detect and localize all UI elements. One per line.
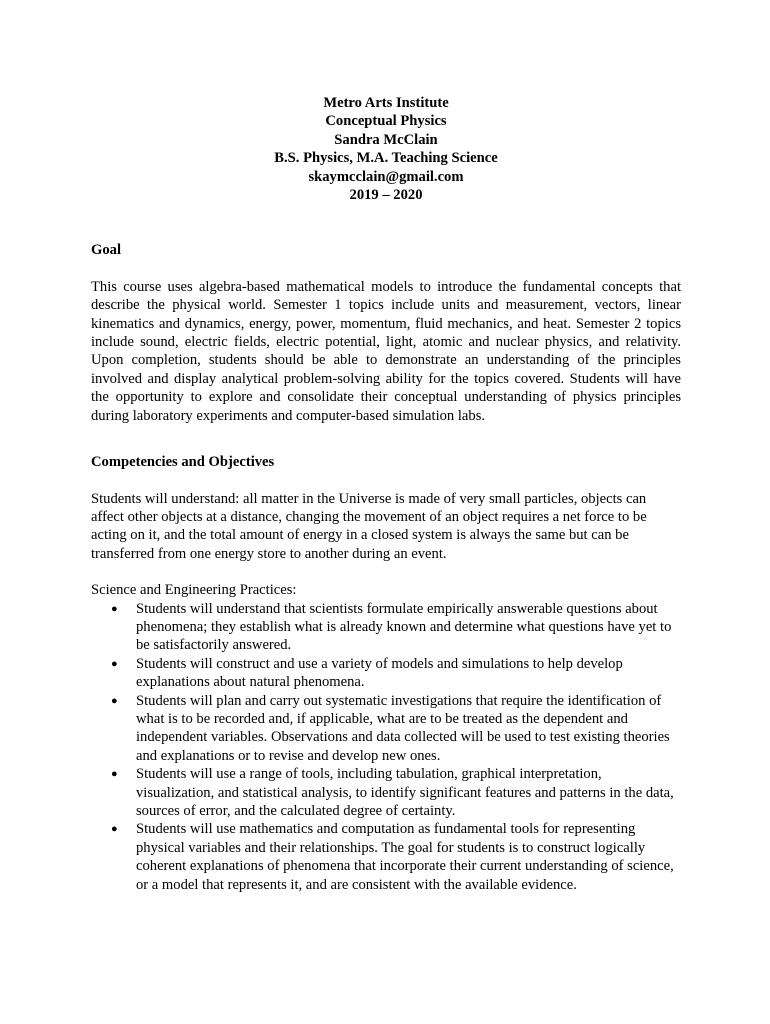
list-item-text: Students will understand that scientists formulate empirically answerable questions about phenomena; they establish what is already known and determine what questions have yet to be satisfactorily answered. — [136, 600, 672, 654]
course-title: Conceptual Physics — [325, 113, 447, 130]
list-item-text: Students will use mathematics and computation as fundamental tools for representing physical variables and their relationships. The goal for students is to construct logically coherent explanations of phenomena that incorporate their current understanding of science, or a model that represents it, and are consistent with the available evidence. — [136, 821, 674, 893]
practices-list — [91, 600, 681, 895]
bullet-icon: ● — [111, 602, 118, 615]
list-item — [91, 655, 681, 692]
teacher-degrees: B.S. Physics, M.A. Teaching Science — [274, 150, 498, 167]
list-item — [91, 765, 681, 820]
competencies-intro: Students will understand: all matter in the Universe is made of very small particles, objects can affect other objects at a distance, changing the movement of an object requires a net force to be acting on it, and the total amount of energy in a closed system is always the same but can be transferred from one energy store to another during an event. — [91, 490, 647, 562]
bullet-icon: ● — [111, 694, 118, 707]
teacher-name: Sandra McClain — [334, 131, 438, 148]
list-item — [91, 600, 681, 655]
school-year: 2019 – 2020 — [349, 187, 423, 204]
list-item-text: Students will construct and use a variety of models and simulations to help develop explanations about natural phenomena. — [136, 655, 623, 691]
school-name: Metro Arts Institute — [323, 95, 449, 111]
goal-paragraph: This course uses algebra-based mathematical models to introduce the fundamental concepts that describe the physical world. Semester 1 topics include units and measurement, vectors, linear kinematics and dynamics, energy, power, momentum, fluid mechanics, and heat. Semester 2 topics include sound, electric fields, electric potential, light, atomic and nuclear physics, and relativity. Upon completion, students should be able to demonstrate an understanding of the principles involved and display analytical problem-solving ability for the topics covered. Students will have the opportunity to explore and consolidate their conceptual understanding of physics principles during laboratory experiments and computer-based simulation labs. — [91, 278, 681, 424]
bullet-icon: ● — [111, 768, 118, 781]
teacher-email: skaymcclain@gmail.com — [308, 168, 464, 185]
bullet-icon: ● — [111, 657, 118, 670]
list-item-text: Students will plan and carry out systematic investigations that require the identification of what is to be recorded and, if applicable, what are to be treated as the dependent and independent variables. Observations and data collected will be used to test existing theories and explanations or to revise and develop new ones. — [136, 692, 670, 764]
document-header — [91, 94, 681, 204]
list-item — [91, 820, 681, 894]
practices-label: Science and Engineering Practices: — [91, 582, 297, 599]
bullet-icon: ● — [111, 823, 118, 836]
document-page — [91, 94, 681, 894]
goal-heading: Goal — [91, 242, 121, 259]
list-item-text: Students will use a range of tools, including tabulation, graphical interpretation, visualization, and statistical analysis, to identify significant features and patterns in the data, sources of error, and the calculated degree of certainty. — [136, 766, 674, 819]
list-item — [91, 692, 681, 766]
competencies-heading: Competencies and Objectives — [91, 454, 275, 471]
